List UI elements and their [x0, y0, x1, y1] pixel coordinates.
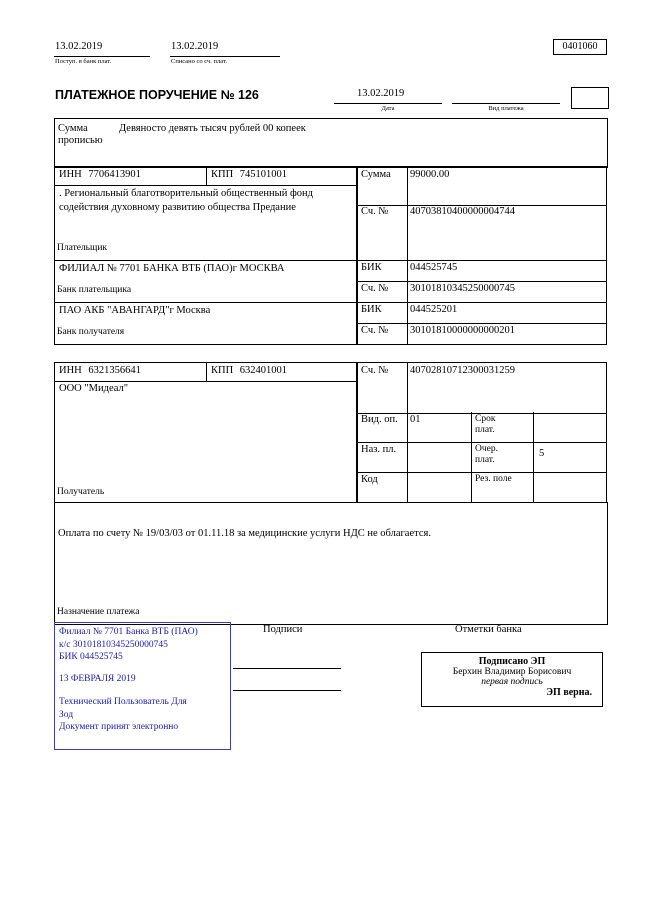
- payer-bank-caption: Банк плательщика: [57, 285, 132, 295]
- payer-kpp-label: КПП: [211, 169, 234, 180]
- payee-account-label: Сч. №: [361, 365, 389, 376]
- doc-date-label: Дата: [381, 105, 395, 112]
- term-value-cell: [533, 412, 607, 443]
- code-label-cell: [356, 472, 408, 503]
- amount-words-label-line2: прописью: [58, 135, 103, 146]
- esign-line-4: ЭП верна.: [546, 687, 592, 698]
- amount-label-cell: [356, 166, 408, 206]
- payee-bank-account-label: Сч. №: [361, 325, 389, 336]
- bank-marks-label: Отметки банка: [455, 624, 522, 635]
- payee-inn-cell: [54, 362, 207, 382]
- payee-bank-bik-label-cell: [356, 302, 408, 324]
- term-label-line2: плат.: [475, 425, 495, 435]
- date-written-off-rule: [170, 56, 280, 57]
- payee-inn-value: 6321356641: [88, 365, 141, 376]
- payee-bank-caption: Банк получателя: [57, 327, 125, 337]
- esign-line-3: первая подпись: [481, 677, 543, 687]
- purpose-text: Оплата по счету № 19/03/03 от 01.11.18 за медицинские услуги НДС не облагается.: [58, 528, 431, 539]
- purpose-code-value: [406, 442, 471, 444]
- stamp-line-2: к/с 30101810345250000745: [59, 639, 168, 650]
- res-field-value: [533, 472, 606, 474]
- signature-rule-2: [233, 690, 341, 691]
- code-value-cell: [406, 472, 472, 503]
- esign-verification-box: [421, 652, 603, 707]
- payer-name-value: . Региональный благотворительный общественный фонд содействия духовному развитию общества Предание: [59, 188, 313, 213]
- stamp-line-5: Технический Пользователь Для: [59, 697, 187, 707]
- payee-inn-label: ИНН: [59, 365, 82, 376]
- date-received-rule: [54, 56, 150, 57]
- date-written-off-value: 13.02.2019: [171, 41, 219, 52]
- queue-label-cell: [471, 442, 534, 473]
- payer-bank-bik-label-cell: [356, 260, 408, 282]
- code-value: [406, 472, 471, 474]
- payer-bank-bik-label: БИК: [361, 262, 382, 273]
- document-title: ПЛАТЕЖНОЕ ПОРУЧЕНИЕ № 126: [55, 88, 259, 102]
- payment-kind-box: [571, 87, 609, 109]
- payer-bank-bik-value-cell: [406, 260, 607, 282]
- payee-kpp-value: 632401001: [239, 365, 288, 376]
- op-kind-value: 01: [410, 414, 421, 425]
- op-kind-label-cell: [356, 412, 408, 443]
- payer-kpp-value: 745101001: [239, 169, 288, 180]
- payer-inn-cell: [54, 166, 207, 186]
- payer-account-value-cell: [406, 204, 607, 261]
- amount-label: Сумма: [361, 169, 391, 180]
- res-field-label-cell: [471, 472, 534, 503]
- amount-words-label-line1: Сумма: [58, 123, 88, 134]
- stamp-line-4: 13 ФЕВРАЛЯ 2019: [59, 673, 136, 684]
- payer-inn-label: ИНН: [59, 169, 82, 180]
- payment-kind-rule: [452, 103, 560, 104]
- purpose-code-label-cell: [356, 442, 408, 473]
- payment-kind-label: Вид платежа: [488, 105, 524, 112]
- date-received-value: 13.02.2019: [55, 41, 103, 52]
- payer-bank-name-value: ФИЛИАЛ № 7701 БАНКА ВТБ (ПАО)г МОСКВА: [59, 263, 285, 274]
- payee-bank-account-value-cell: [406, 323, 607, 345]
- signatures-label: Подписи: [263, 624, 303, 635]
- payer-bank-account-value: 30101810345250000745: [410, 283, 515, 294]
- amount-words-value: Девяносто девять тысяч рублей 00 копеек: [119, 123, 306, 134]
- payee-caption: Получатель: [57, 487, 105, 497]
- term-label-line1: Срок: [475, 414, 496, 424]
- queue-label-line1: Очер.: [475, 444, 498, 454]
- stamp-line-1: Филиал № 7701 Банка ВТБ (ПАО): [59, 627, 198, 637]
- payee-kpp-cell: [206, 362, 358, 382]
- payer-inn-value: 7706413901: [88, 169, 141, 180]
- payer-caption: Плательщик: [57, 243, 108, 253]
- payee-bank-account-value: 30101810000000000201: [410, 325, 515, 336]
- payer-bank-account-label: Сч. №: [361, 283, 389, 294]
- payee-bank-bik-value: 044525201: [410, 304, 458, 315]
- signature-rule-1: [233, 668, 341, 669]
- queue-value-cell: [533, 442, 607, 473]
- queue-value: 5: [539, 448, 545, 459]
- payee-name-value: ООО "Мидеал": [59, 383, 129, 394]
- payer-bank-account-value-cell: [406, 281, 607, 303]
- purpose-code-label: Наз. пл.: [361, 444, 397, 455]
- amount-value: 99000.00: [410, 169, 450, 180]
- stamp-line-3: БИК 044525745: [59, 652, 123, 662]
- amount-value-cell: [406, 166, 607, 206]
- payee-name-cell: [54, 380, 358, 503]
- res-field-value-cell: [533, 472, 607, 503]
- payer-kpp-cell: [206, 166, 358, 186]
- payee-account-label-cell: [356, 362, 408, 414]
- doc-date-rule: [334, 103, 442, 104]
- stamp-line-6: Зод: [59, 709, 74, 720]
- payer-account-label-cell: [356, 204, 408, 261]
- payer-bank-name-cell: [54, 260, 358, 303]
- term-value: [533, 412, 606, 414]
- doc-date-value: 13.02.2019: [357, 88, 405, 99]
- date-written-off-label: Списано со сч. плат.: [171, 58, 227, 65]
- payer-bank-bik-value: 044525745: [410, 262, 458, 273]
- payer-account-label: Сч. №: [361, 206, 389, 217]
- queue-label-line2: плат.: [475, 455, 495, 465]
- electronic-stamp-box: [54, 622, 231, 750]
- stamp-line-7: Документ принят электронно: [59, 722, 179, 732]
- payee-bank-bik-label: БИК: [361, 304, 382, 315]
- purpose-code-value-cell: [406, 442, 472, 473]
- payee-account-value: 40702810712300031259: [410, 365, 515, 376]
- esign-line-1: Подписано ЭП: [478, 656, 546, 667]
- payee-bank-name-value: ПАО АКБ "АВАНГАРД"г Москва: [59, 305, 211, 316]
- payee-bank-account-label-cell: [356, 323, 408, 345]
- payer-account-value: 40703810400000004744: [410, 206, 515, 217]
- form-code-box: 0401060: [553, 39, 607, 55]
- payee-account-value-cell: [406, 362, 607, 414]
- payee-kpp-label: КПП: [211, 365, 234, 376]
- res-field-label: Рез. поле: [475, 474, 512, 484]
- purpose-caption: Назначение платежа: [57, 607, 140, 617]
- term-label-cell: [471, 412, 534, 443]
- payer-bank-account-label-cell: [356, 281, 408, 303]
- esign-line-2: Берхин Владимир Борисович: [452, 667, 572, 677]
- code-label: Код: [361, 474, 378, 485]
- date-received-label: Поступ. в банк плат.: [55, 58, 112, 65]
- op-kind-value-cell: [406, 412, 472, 443]
- op-kind-label: Вид. оп.: [361, 414, 398, 425]
- payee-bank-bik-value-cell: [406, 302, 607, 324]
- payee-bank-name-cell: [54, 302, 358, 345]
